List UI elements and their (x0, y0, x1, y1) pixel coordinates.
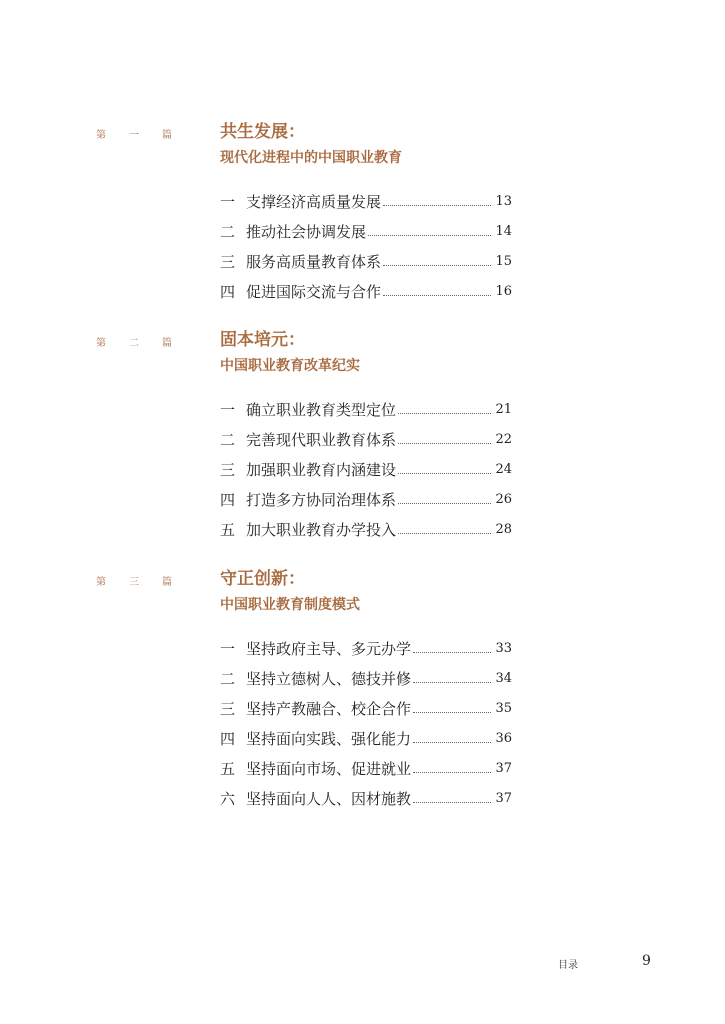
toc-entry-page: 37 (495, 791, 512, 806)
dot-leader (398, 472, 491, 474)
toc-entry-number: 六 (220, 790, 236, 808)
toc-entry-page: 14 (495, 224, 512, 239)
part-label (96, 573, 172, 588)
toc-entry-list (220, 182, 512, 302)
toc-entry-number: 一 (220, 401, 236, 419)
toc-entry-number: 二 (220, 223, 236, 241)
page-number: 9 (642, 953, 651, 969)
dot-leader (413, 771, 491, 773)
toc-entry[interactable] (220, 689, 512, 719)
toc-entry-number: 一 (220, 640, 236, 658)
toc-entry[interactable] (220, 390, 512, 420)
toc-entry-number: 三 (220, 461, 236, 479)
part-label-char: 篇 (162, 130, 172, 141)
toc-entry[interactable] (220, 510, 512, 540)
toc-entry-page: 36 (495, 731, 512, 746)
dot-leader (398, 532, 491, 534)
toc-entry-page: 33 (495, 641, 512, 656)
toc-entry-page: 26 (495, 492, 512, 507)
toc-entry-page: 13 (495, 194, 512, 209)
dot-leader (413, 651, 491, 653)
toc-entry-title: 推动社会协调发展 (246, 223, 367, 241)
part-heading: 共生发展： (220, 122, 305, 142)
toc-entry[interactable] (220, 659, 512, 689)
toc-entry-title: 坚持面向实践、强化能力 (246, 730, 412, 748)
part-label-char: 第 (96, 338, 106, 349)
part-subheading: 中国职业教育改革纪实 (220, 358, 360, 374)
toc-entry-number: 五 (220, 521, 236, 539)
dot-leader (383, 204, 491, 206)
dot-leader (413, 681, 491, 683)
part-label (96, 334, 172, 349)
part-label (96, 126, 172, 141)
toc-entry-page: 22 (495, 432, 512, 447)
part-subheading: 中国职业教育制度模式 (220, 597, 360, 613)
toc-entry-number: 四 (220, 491, 236, 509)
toc-entry[interactable] (220, 182, 512, 212)
toc-entry-list (220, 390, 512, 540)
toc-entry-number: 二 (220, 431, 236, 449)
toc-entry-number: 一 (220, 193, 236, 211)
toc-entry-title: 打造多方协同治理体系 (246, 491, 397, 509)
part-label-char: 一 (129, 130, 139, 141)
toc-entry-page: 21 (495, 402, 512, 417)
part-label-char: 三 (129, 577, 139, 588)
toc-entry[interactable] (220, 749, 512, 779)
toc-entry[interactable] (220, 629, 512, 659)
toc-entry-title: 坚持产教融合、校企合作 (246, 700, 412, 718)
toc-entry-number: 四 (220, 283, 236, 301)
toc-entry[interactable] (220, 272, 512, 302)
dot-leader (413, 741, 491, 743)
part-heading: 固本培元： (220, 330, 305, 350)
toc-entry-page: 37 (495, 761, 512, 776)
toc-entry-title: 加强职业教育内涵建设 (246, 461, 397, 479)
toc-entry[interactable] (220, 420, 512, 450)
part-label-char: 二 (129, 338, 139, 349)
dot-leader (398, 442, 491, 444)
toc-entry-page: 24 (495, 462, 512, 477)
toc-entry-title: 加大职业教育办学投入 (246, 521, 397, 539)
part-label-char: 篇 (162, 338, 172, 349)
dot-leader (413, 711, 491, 713)
part-label-char: 第 (96, 130, 106, 141)
toc-entry-page: 35 (495, 701, 512, 716)
toc-entry-title: 支撑经济高质量发展 (246, 193, 382, 211)
toc-entry-number: 五 (220, 760, 236, 778)
toc-entry[interactable] (220, 480, 512, 510)
dot-leader (383, 264, 491, 266)
toc-entry-page: 34 (495, 671, 512, 686)
toc-entry[interactable] (220, 779, 512, 809)
toc-entry-title: 确立职业教育类型定位 (246, 401, 397, 419)
toc-entry-page: 16 (495, 284, 512, 299)
part-heading: 守正创新： (220, 569, 305, 589)
toc-entry-title: 坚持面向人人、因材施教 (246, 790, 412, 808)
dot-leader (383, 294, 491, 296)
part-subheading: 现代化进程中的中国职业教育 (220, 150, 402, 166)
toc-entry-title: 坚持政府主导、多元办学 (246, 640, 412, 658)
toc-entry-title: 完善现代职业教育体系 (246, 431, 397, 449)
toc-entry-page: 15 (495, 254, 512, 269)
toc-entry[interactable] (220, 212, 512, 242)
dot-leader (398, 412, 491, 414)
toc-entry[interactable] (220, 719, 512, 749)
toc-entry-number: 三 (220, 700, 236, 718)
toc-entry-number: 二 (220, 670, 236, 688)
part-label-char: 第 (96, 577, 106, 588)
footer-section-label: 目录 (558, 960, 578, 971)
toc-entry[interactable] (220, 242, 512, 272)
toc-entry-number: 三 (220, 253, 236, 271)
toc-entry-title: 服务高质量教育体系 (246, 253, 382, 271)
toc-entry[interactable] (220, 450, 512, 480)
toc-entry-title: 促进国际交流与合作 (246, 283, 382, 301)
dot-leader (398, 502, 491, 504)
dot-leader (368, 234, 491, 236)
toc-entry-page: 28 (495, 522, 512, 537)
toc-entry-title: 坚持立德树人、德技并修 (246, 670, 412, 688)
part-label-char: 篇 (162, 577, 172, 588)
dot-leader (413, 801, 491, 803)
toc-entry-list (220, 629, 512, 809)
toc-entry-number: 四 (220, 730, 236, 748)
toc-entry-title: 坚持面向市场、促进就业 (246, 760, 412, 778)
